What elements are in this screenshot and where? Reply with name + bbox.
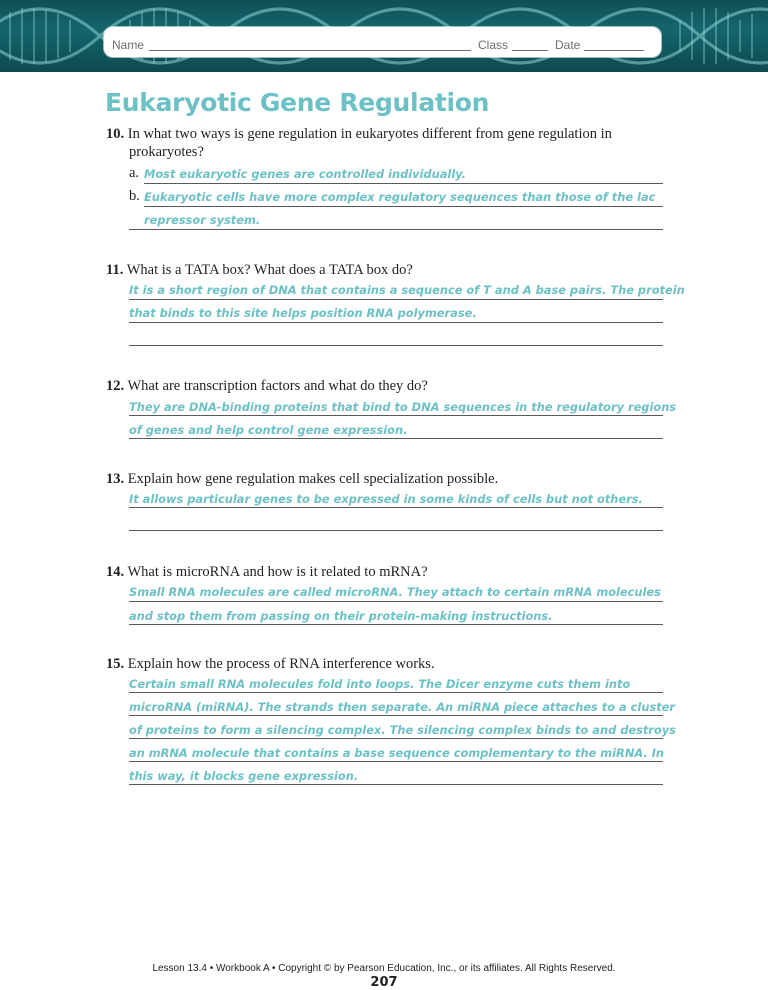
answer-13-line1: It allows particular genes to be expressed in some kinds of cells but not others. bbox=[129, 492, 643, 506]
answer-line bbox=[129, 229, 663, 230]
answer-line bbox=[129, 299, 663, 300]
answer-11-line1: It is a short region of DNA that contains a sequence of T and A base pairs. The protein bbox=[129, 283, 685, 297]
answer-15-line5: this way, it blocks gene expression. bbox=[129, 769, 359, 783]
answer-label-a: a. bbox=[129, 165, 140, 181]
answer-10b: Eukaryotic cells have more complex regulatory sequences than those of the lac bbox=[144, 190, 656, 204]
answer-15-line1: Certain small RNA molecules fold into loops. The Dicer enzyme cuts them into bbox=[129, 677, 631, 691]
date-label: Date bbox=[555, 38, 581, 52]
question-text: Explain how the process of RNA interference works. bbox=[127, 656, 435, 672]
question-15 bbox=[106, 656, 435, 673]
answer-15-line4: an mRNA molecule that contains a base sequence complementary to the miRNA. In bbox=[129, 746, 665, 760]
answer-14-line2: and stop them from passing on their protein-making instructions. bbox=[129, 609, 553, 623]
answer-line bbox=[129, 761, 663, 762]
name-blank[interactable] bbox=[149, 50, 471, 51]
question-10-line2: prokaryotes? bbox=[129, 144, 204, 160]
question-11 bbox=[106, 262, 413, 279]
name-label: Name bbox=[112, 38, 145, 52]
question-text: Explain how gene regulation makes cell specialization possible. bbox=[127, 471, 499, 487]
page-number: 207 bbox=[370, 975, 398, 990]
question-14 bbox=[106, 564, 428, 581]
answer-line bbox=[129, 784, 663, 785]
dna-header-band bbox=[0, 0, 768, 72]
answer-line bbox=[129, 438, 663, 439]
answer-line bbox=[129, 322, 663, 323]
question-12 bbox=[106, 378, 428, 395]
date-blank[interactable] bbox=[584, 50, 644, 51]
answer-line bbox=[129, 715, 663, 716]
question-text: In what two ways is gene regulation in eukaryotes different from gene regulation in bbox=[127, 126, 612, 142]
question-number: 10. bbox=[106, 126, 125, 142]
question-number: 15. bbox=[106, 656, 125, 672]
class-label: Class bbox=[478, 38, 509, 52]
class-blank[interactable] bbox=[512, 50, 548, 51]
question-text: What is microRNA and how is it related to mRNA? bbox=[127, 564, 428, 580]
answer-line bbox=[129, 738, 663, 739]
question-13 bbox=[106, 471, 498, 488]
answer-line bbox=[129, 345, 663, 346]
answer-label-b: b. bbox=[129, 188, 140, 204]
name-class-date-box bbox=[104, 27, 661, 57]
question-10 bbox=[106, 126, 612, 143]
answer-15-line2: microRNA (miRNA). The strands then separate. An miRNA piece attaches to a cluster bbox=[129, 700, 676, 714]
answer-line bbox=[144, 206, 663, 207]
answer-11-line2: that binds to this site helps position RNA polymerase. bbox=[129, 306, 477, 320]
answer-line bbox=[129, 507, 663, 508]
answer-14-line1: Small RNA molecules are called microRNA. They attach to certain mRNA molecules bbox=[129, 585, 661, 599]
answer-10b-cont: repressor system. bbox=[144, 213, 261, 227]
question-number: 13. bbox=[106, 471, 125, 487]
answer-12-line1: They are DNA-binding proteins that bind to DNA sequences in the regulatory regions bbox=[129, 400, 677, 414]
question-text: What are transcription factors and what do they do? bbox=[127, 378, 428, 394]
answer-line bbox=[129, 624, 663, 625]
answer-line bbox=[129, 692, 663, 693]
answer-line bbox=[129, 601, 663, 602]
footer-credit: Lesson 13.4 • Workbook A • Copyright © by Pearson Education, Inc., or its affiliates. All Rights Reserved. bbox=[152, 963, 616, 974]
answer-12-line2: of genes and help control gene expression. bbox=[129, 423, 408, 437]
answer-line bbox=[129, 415, 663, 416]
answer-line bbox=[129, 530, 663, 531]
answer-line bbox=[144, 183, 663, 184]
answer-10a: Most eukaryotic genes are controlled individually. bbox=[144, 167, 466, 181]
question-text: What is a TATA box? What does a TATA box do? bbox=[126, 262, 413, 278]
question-number: 14. bbox=[106, 564, 125, 580]
question-number: 11. bbox=[106, 262, 124, 278]
question-number: 12. bbox=[106, 378, 125, 394]
page-title: Eukaryotic Gene Regulation bbox=[105, 88, 490, 117]
answer-15-line3: of proteins to form a silencing complex. The silencing complex binds to and destroys bbox=[129, 723, 676, 737]
